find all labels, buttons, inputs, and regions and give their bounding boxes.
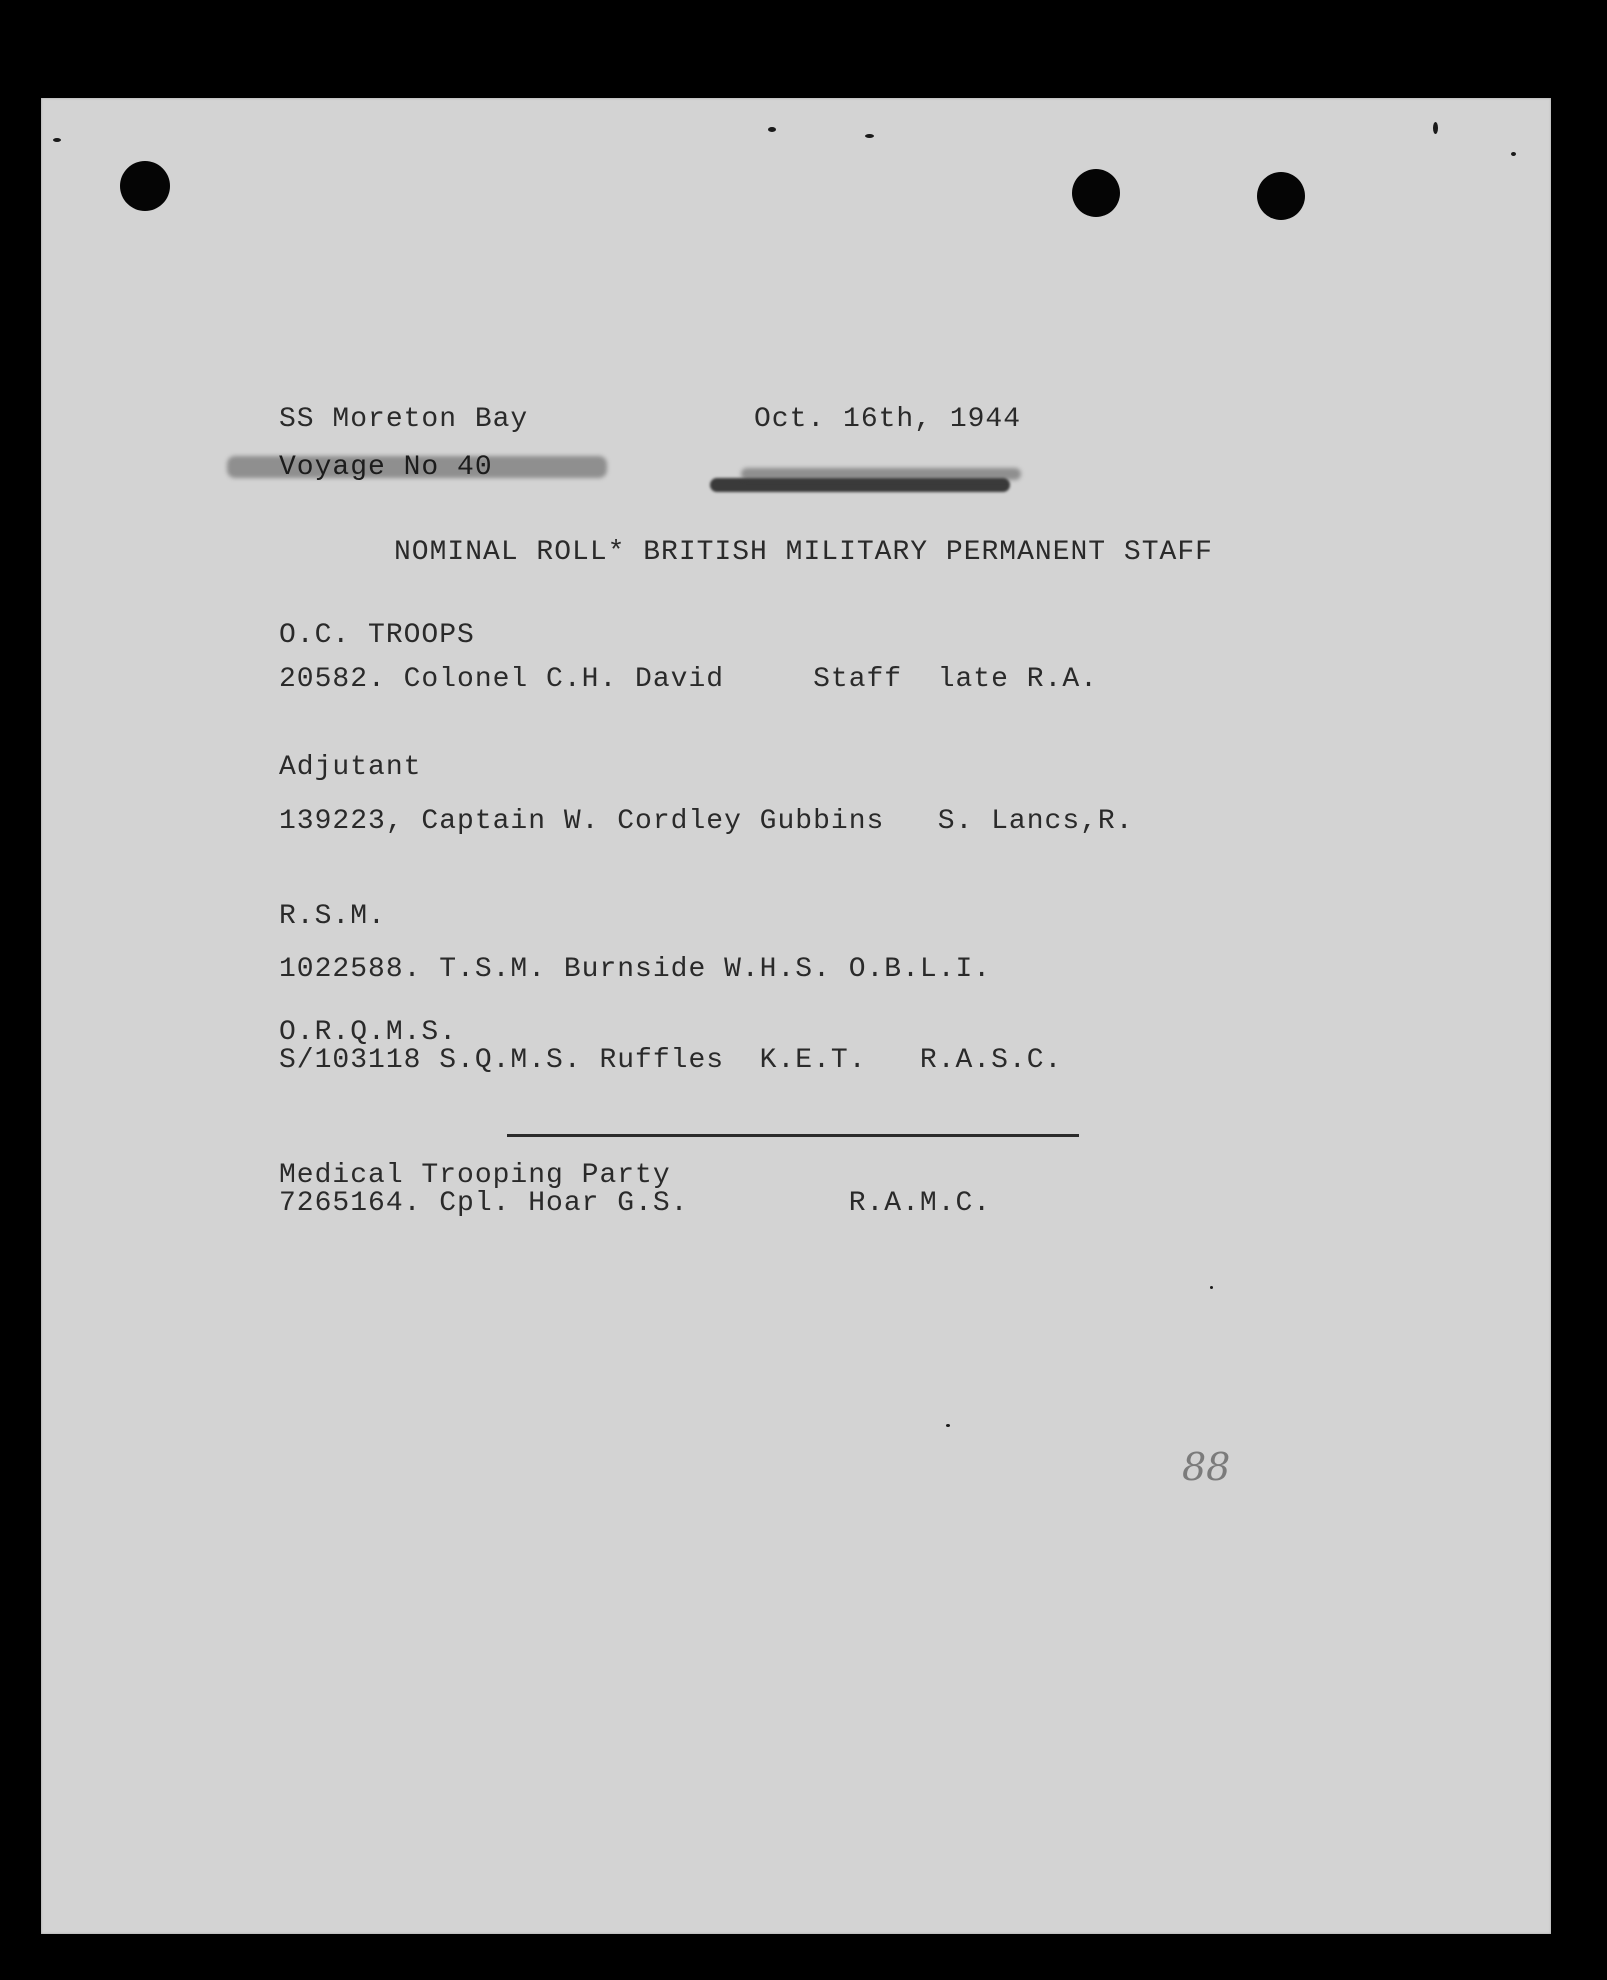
punch-hole-center: [1072, 169, 1120, 217]
punch-hole-left: [120, 161, 170, 211]
speck-mark: [946, 1424, 950, 1427]
speck-mark: [53, 138, 61, 142]
page-number: 88: [1182, 1445, 1231, 1489]
section-heading-rsm: R.S.M.: [279, 901, 386, 932]
speck-mark: [1210, 1286, 1213, 1289]
section-heading-orqms: O.R.Q.M.S.: [279, 1017, 458, 1048]
entry-adjutant: 139223, Captain W. Cordley Gubbins S. Lancs,R.: [279, 806, 1134, 837]
entry-medical: 7265164. Cpl. Hoar G.S. R.A.M.C.: [279, 1188, 992, 1219]
struck-out-mark: [710, 478, 1010, 492]
section-heading-oc-troops: O.C. TROOPS: [279, 620, 475, 651]
speck-mark: [865, 134, 874, 138]
section-heading-medical: Medical Trooping Party: [279, 1160, 671, 1191]
speck-mark: [1433, 122, 1438, 134]
document-page: [41, 98, 1551, 1934]
entry-orqms: S/103118 S.Q.M.S. Ruffles K.E.T. R.A.S.C.: [279, 1045, 1063, 1076]
entry-oc-troops: 20582. Colonel C.H. David Staff late R.A.: [279, 664, 1098, 695]
struck-out-mark-shadow: [741, 468, 1021, 480]
speck-mark: [1511, 152, 1516, 156]
entry-rsm: 1022588. T.S.M. Burnside W.H.S. O.B.L.I.: [279, 954, 992, 985]
document-date: Oct. 16th, 1944: [754, 404, 1022, 435]
punch-hole-right: [1257, 172, 1305, 220]
section-divider: [507, 1134, 1079, 1137]
section-heading-adjutant: Adjutant: [279, 752, 422, 783]
speck-mark: [768, 127, 776, 132]
document-title: NOMINAL ROLL* BRITISH MILITARY PERMANENT STAFF: [394, 537, 1213, 568]
voyage-number: Voyage No 40: [279, 452, 493, 483]
ship-name: SS Moreton Bay: [279, 404, 529, 435]
